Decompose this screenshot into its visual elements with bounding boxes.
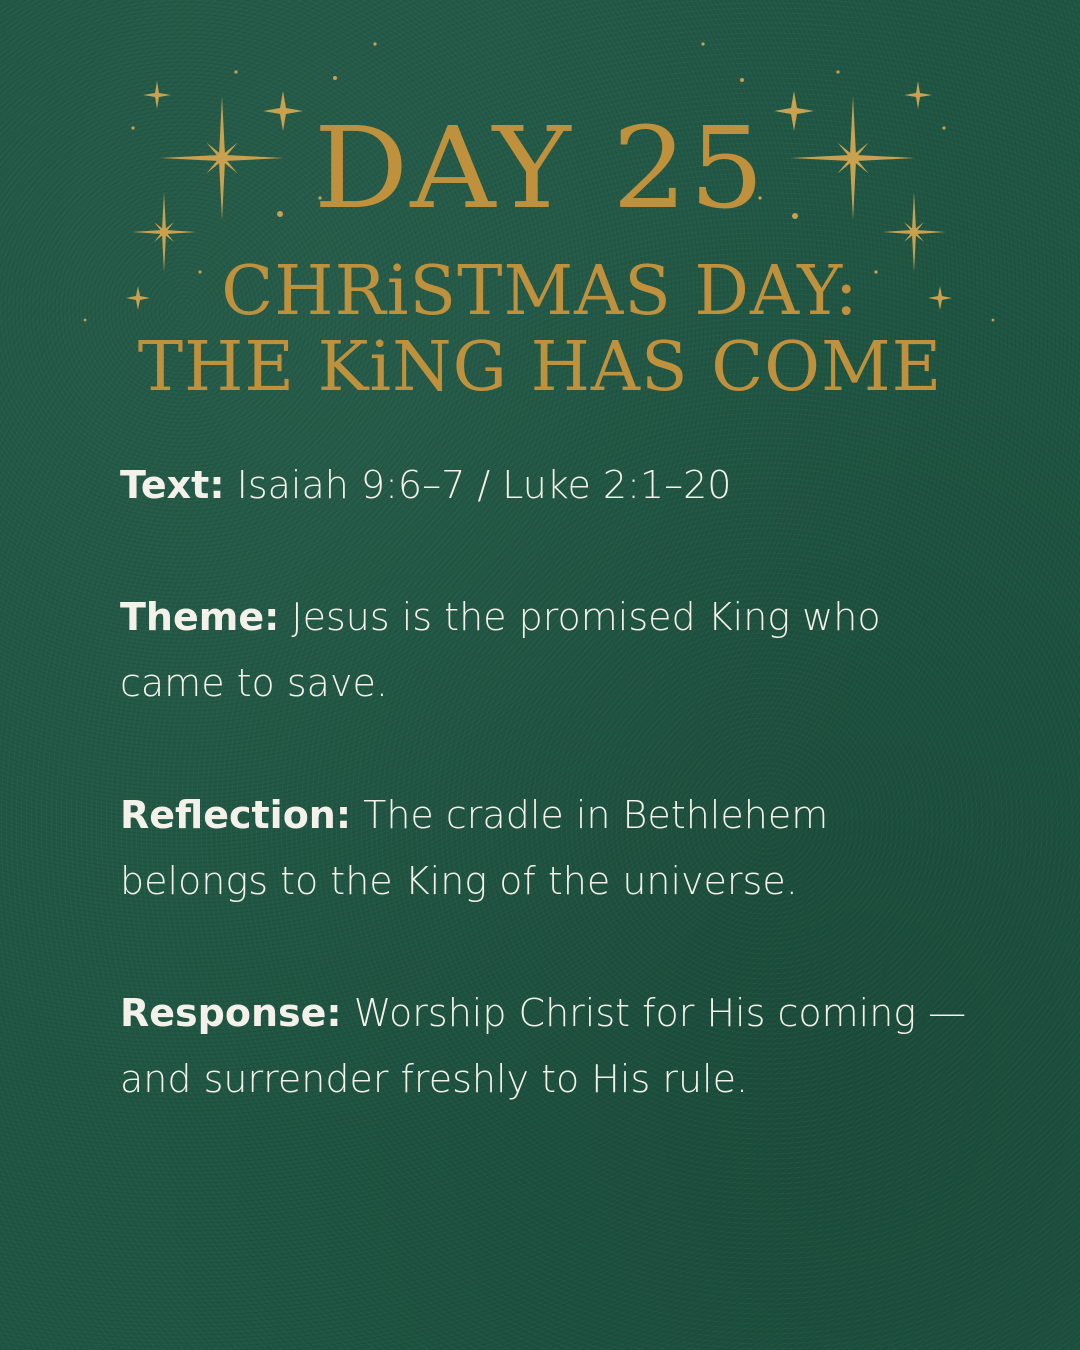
theme-label: Theme: [120,595,280,639]
text-label: Text: [120,463,225,507]
devotional-content [120,452,980,1178]
response-paragraph [120,980,980,1112]
sparkle-star-icon [904,81,932,109]
text-paragraph [120,452,980,518]
subtitle-line-1: CHRiSTMAS DAY: [221,252,859,331]
sparkle-star-icon [143,81,171,109]
text-body: Isaiah 9:6–7 / Luke 2:1–20 [236,463,732,507]
reflection-paragraph [120,782,980,914]
theme-body: Jesus is the promised King who came to save. [120,595,881,705]
reflection-body: The cradle in Bethlehem belongs to the King of the universe. [120,793,829,903]
day-number-title: DAY 25 [313,102,767,234]
response-body: Worship Christ for His coming — and surrender freshly to His rule. [120,991,967,1101]
subtitle-line-2: THE KiNG HAS COME [137,328,943,407]
theme-paragraph [120,584,980,716]
reflection-label: Reflection: [120,793,352,837]
response-label: Response: [120,991,342,1035]
